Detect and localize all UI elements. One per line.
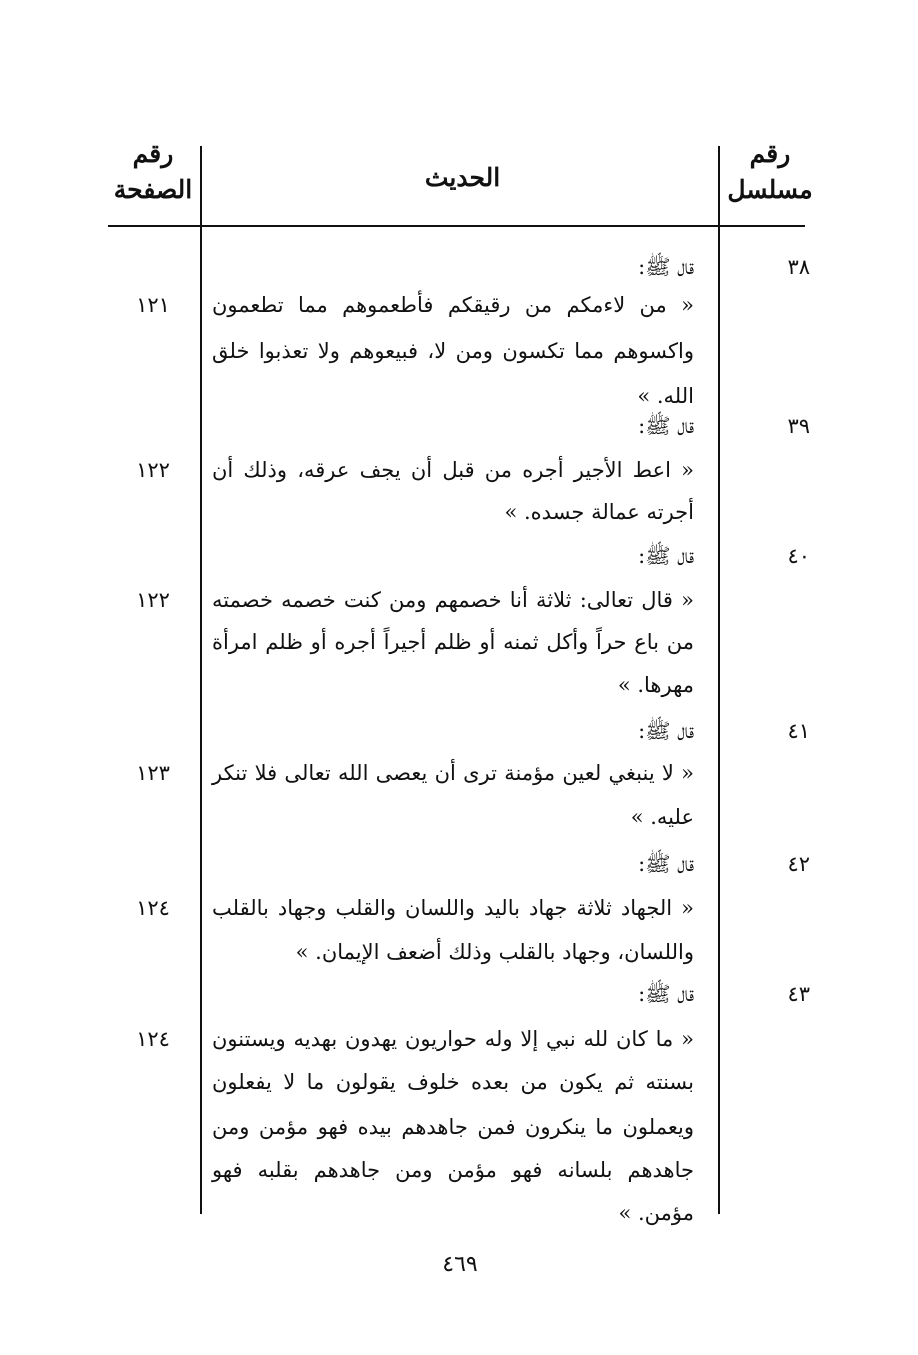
page-number-footer: ٤٦٩ bbox=[442, 1252, 478, 1277]
column-divider-right bbox=[718, 146, 720, 1214]
hadith-line: بسنته ثم يكون من بعده خلوف يقولون ما لا يفعلون bbox=[212, 1070, 694, 1094]
column-divider-left bbox=[200, 146, 202, 1214]
hadith-intro: قال ﷺ: bbox=[638, 544, 694, 568]
serial-number: ٤٣ bbox=[787, 982, 810, 1006]
page-reference: ١٢٢ bbox=[136, 588, 170, 612]
page-reference: ١٢٢ bbox=[136, 458, 170, 482]
header-page-line2: الصفحة bbox=[113, 175, 193, 204]
serial-number: ٤١ bbox=[787, 719, 810, 743]
page-reference: ١٢١ bbox=[136, 293, 170, 317]
page-reference: ١٢٣ bbox=[136, 761, 170, 785]
hadith-intro: قال ﷺ: bbox=[638, 255, 694, 279]
hadith-line: عليه. » bbox=[630, 805, 694, 829]
page-reference: ١٢٤ bbox=[136, 896, 170, 920]
hadith-intro: قال ﷺ: bbox=[638, 852, 694, 876]
page-reference: ١٢٤ bbox=[136, 1027, 170, 1051]
serial-number: ٤٠ bbox=[787, 544, 810, 568]
header-serial-line1: رقم bbox=[749, 139, 791, 168]
hadith-intro: قال ﷺ: bbox=[638, 414, 694, 438]
serial-number: ٣٩ bbox=[787, 414, 810, 438]
header-hadith: الحديث bbox=[424, 163, 501, 192]
hadith-line: « الجهاد ثلاثة جهاد باليد واللسان والقلب وجهاد بالقلب bbox=[212, 896, 694, 920]
header-divider bbox=[108, 225, 805, 227]
hadith-line: مؤمن. » bbox=[618, 1201, 694, 1225]
hadith-line: « ما كان لله نبي إلا وله حواريون يهدون بهديه ويستنون bbox=[212, 1027, 694, 1051]
hadith-line: « اعط الأجير أجره من قبل أن يجف عرقه، وذلك أن bbox=[212, 458, 694, 482]
hadith-line: « لا ينبغي لعين مؤمنة ترى أن يعصى الله تعالى فلا تنكر bbox=[212, 761, 694, 785]
serial-number: ٤٢ bbox=[787, 852, 810, 876]
header-page-line1: رقم bbox=[132, 139, 174, 168]
hadith-line: أجرته عمالة جسده. » bbox=[504, 500, 694, 524]
hadith-line: « قال تعالى: ثلاثة أنا خصمهم ومن كنت خصمه خصمته bbox=[212, 588, 694, 612]
hadith-line: « من لاءمكم من رقيقكم فأطعموهم مما تطعمون bbox=[212, 293, 694, 317]
hadith-line: جاهدهم بلسانه فهو مؤمن ومن جاهدهم بقلبه فهو bbox=[212, 1158, 694, 1182]
hadith-intro: قال ﷺ: bbox=[638, 719, 694, 743]
hadith-line: واكسوهم مما تكسون ومن لا، فبيعوهم ولا تعذبوا خلق bbox=[212, 339, 694, 363]
hadith-line: الله. » bbox=[637, 384, 694, 408]
hadith-line: ويعملون ما ينكرون فمن جاهدهم بيده فهو مؤمن ومن bbox=[212, 1115, 694, 1139]
header-page-number bbox=[108, 136, 198, 208]
serial-number: ٣٨ bbox=[787, 255, 810, 279]
header-serial-line2: مسلسل bbox=[727, 175, 813, 204]
hadith-line: مهرها. » bbox=[617, 673, 694, 697]
hadith-intro: قال ﷺ: bbox=[638, 982, 694, 1006]
header-serial-number bbox=[725, 136, 815, 208]
hadith-line: واللسان، وجهاد بالقلب وذلك أضعف الإيمان. » bbox=[295, 940, 694, 964]
hadith-line: من باع حراً وأكل ثمنه أو ظلم أجيراً أجره أو ظلم امرأة bbox=[212, 630, 694, 654]
